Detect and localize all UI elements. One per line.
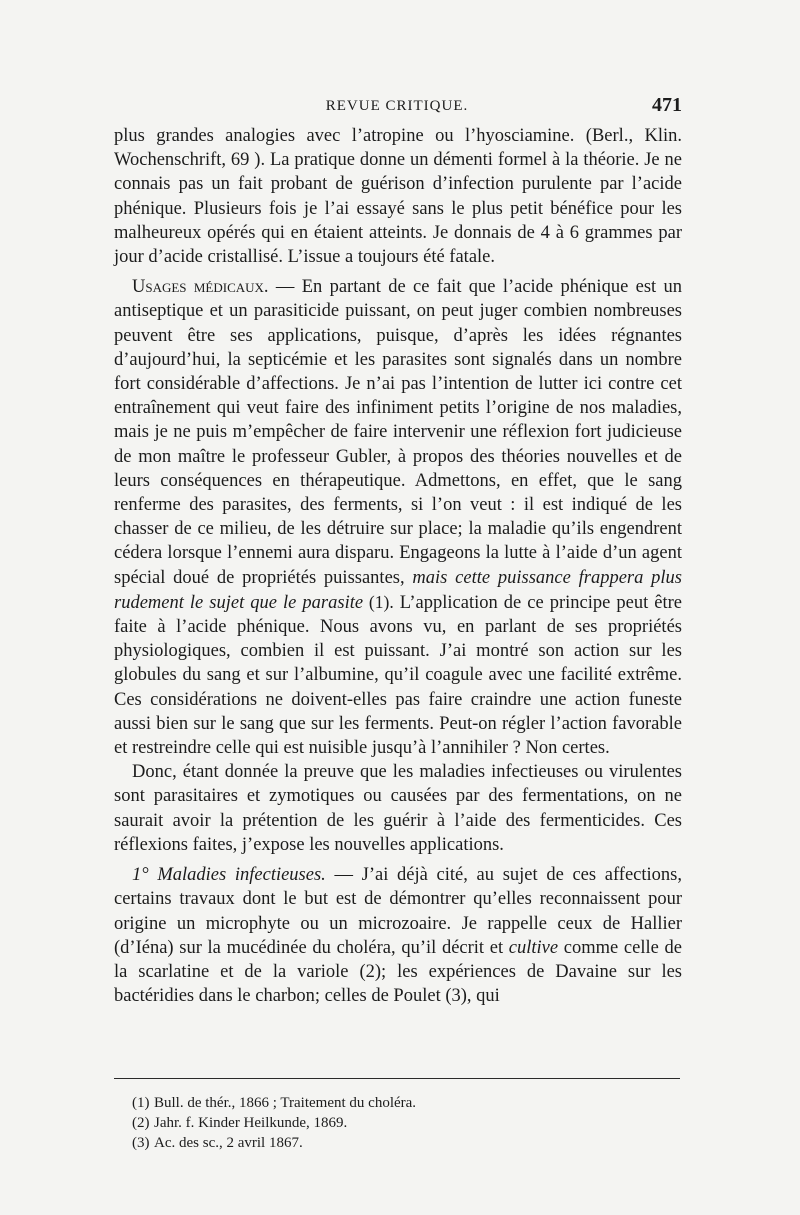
page-number: 471 — [652, 94, 682, 116]
paragraph-text: L’application de ce principe peut être faite à l’acide phénique. Nous avons vu, en parlant de ses propriétés physiologiques, combien il est puissant. J’ai montré son action sur les globules du sang et sur l’albumine, qu’il coagule avec une facilité extrême. Ces considérations ne doivent-elles pas faire craindre une action funeste aussi bien sur le sang que sur les ferments. Peut-on régler l’action favorable et restreindre celle qui est nuisible jusqu’à l’annihiler ? Non certes. — [114, 592, 683, 759]
footnote-number: (3) — [132, 1135, 150, 1151]
paragraph-maladies-infectieuses — [114, 863, 682, 1008]
paragraph-text: — J’ai déjà cité, au sujet de ces affections, certains travaux dont le but est de démontrer qu’elles reconnaissent pour origine un microphyte ou un microzoaire. Je rappelle ceux de Hallier (d’Iéna) sur la mucédinée du choléra, qu’il décrit et — [114, 865, 682, 958]
section-heading-usages-medicaux: Usages médicaux. — [132, 277, 269, 298]
footnote-divider — [114, 1078, 680, 1079]
running-head — [112, 94, 682, 124]
footnote — [132, 1113, 680, 1133]
italic-emphasis: cultive — [508, 937, 559, 958]
running-title: REVUE CRITIQUE. — [325, 98, 469, 114]
footnote-reference: (1). — [363, 591, 394, 612]
footnote-number: (1) — [132, 1095, 150, 1111]
footnote-text: Ac. des sc., 2 avril 1867. — [154, 1135, 303, 1151]
footnote-text: Bull. de thér., 1866 ; Traitement du choléra. — [154, 1095, 417, 1111]
section-heading-maladies-infectieuses: 1° Maladies infectieuses. — [132, 865, 326, 886]
body-text — [114, 124, 682, 1008]
paragraph-usages-medicaux — [114, 275, 682, 760]
paragraph-text: — En partant de ce fait que l’acide phénique est un antiseptique et un parasiticide puissant, on peut juger combien nombreuses peuvent être ses applications, puisque, d’après les idées régnantes d’aujourd’hui, la septicémie et les parasites sont signalés dans un nombre fort considérable d’affections. Je n’ai pas l’intention de lutter ici contre cet entraînement qui veut faire des infiniment petits l’origine de nos maladies, mais je ne puis m’empêcher de faire intervenir une réflexion fort judicieuse de mon maître le professeur Gubler, à propos des théories nouvelles et de leurs conséquences en thérapeutique. Admettons, en effet, que le sang renferme des parasites, des ferments, si l’on veut : il est indiqué de les chasser de ce milieu, de les détruire sur place; la maladie qu’ils engendrent cédera lorsque l’ennemi aura disparu. Engageons la lutte à l’aide d’un agent spécial doué de propriétés puissantes, — [114, 277, 682, 588]
footnote — [132, 1093, 680, 1113]
footnotes — [132, 1093, 680, 1153]
italic-emphasis: mais cette puissance frappera plus rudement le sujet que le parasite — [114, 567, 682, 613]
footnote — [132, 1133, 680, 1153]
footnote-number: (2) — [132, 1115, 150, 1131]
paragraph-continuation: plus grandes analogies avec l’atropine ou l’hyosciamine. (Berl., Klin. Wochenschrift, 69 ). La pratique donne un démenti formel à la théorie. Je ne connais pas un fait probant de guérison d’infection purulente par l’acide phénique. Plusieurs fois je l’ai essayé sans le plus petit bénéfice pour les malheureux opérés qui en étaient atteints. Je donnais de 4 à 6 grammes par jour d’acide cristallisé. L’issue a toujours été fatale. — [114, 126, 682, 268]
paragraph-donc: Donc, étant donnée la preuve que les maladies infectieuses ou virulentes sont parasitaires et zymotiques ou causées par des fermentations, on ne saurait avoir la prétention de les guérir à l’aide des fermenticides. Ces réflexions faites, j’expose les nouvelles applications. — [114, 762, 682, 855]
footnote-text: Jahr. f. Kinder Heilkunde, 1869. — [154, 1115, 348, 1131]
paragraph-text: comme celle de la scarlatine et de la variole (2); les expériences de Davaine sur les bactéridies dans le charbon; celles de Poulet (3), qui — [114, 937, 682, 1007]
